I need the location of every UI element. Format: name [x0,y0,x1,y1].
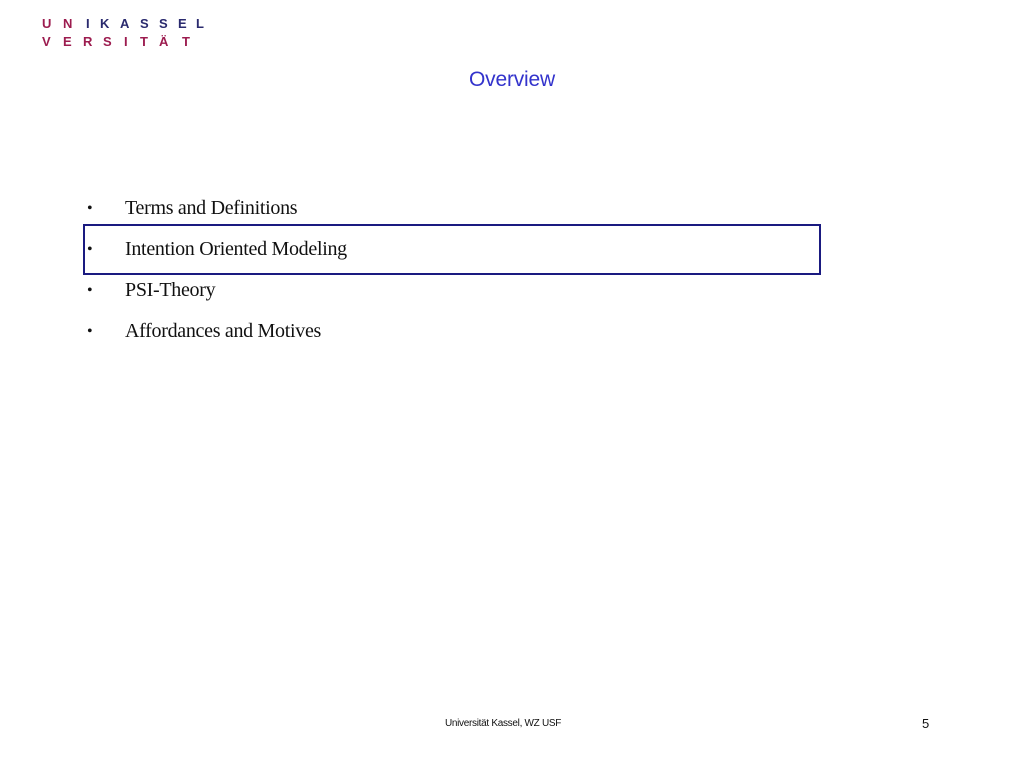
bullet-text: Affordances and Motives [125,320,322,342]
svg-text:L: L [196,16,204,31]
bullet-icon: • [87,281,93,299]
svg-text:S: S [103,34,112,49]
bullet-icon: • [87,322,93,340]
svg-text:V: V [42,34,51,49]
bullet-icon: • [87,199,93,217]
logo-graphic [42,16,202,50]
bullet-item [84,270,824,311]
bullet-item [84,188,824,229]
university-logo [42,16,202,50]
svg-text:A: A [120,16,130,31]
svg-text:Ä: Ä [159,34,169,49]
svg-text:I: I [86,16,90,31]
bullet-list [84,188,824,352]
bullet-icon: • [87,240,93,258]
page-number: 5 [922,716,930,731]
svg-text:I: I [124,34,128,49]
svg-text:R: R [83,34,93,49]
bullet-item-highlighted [84,229,824,270]
svg-text:T: T [140,34,148,49]
bullet-text: Intention Oriented Modeling [125,238,347,260]
footer-text: Universität Kassel, WZ USF [444,718,562,729]
svg-text:E: E [178,16,187,31]
svg-text:N: N [63,16,73,31]
bullet-text: Terms and Definitions [125,197,298,219]
svg-text:E: E [63,34,72,49]
svg-text:S: S [140,16,149,31]
bullet-text: PSI-Theory [125,279,216,301]
svg-text:S: S [159,16,168,31]
svg-text:T: T [182,34,190,49]
svg-text:K: K [100,16,110,31]
slide-title: Overview [469,68,555,91]
bullet-item [84,311,824,352]
svg-text:U: U [42,16,52,31]
